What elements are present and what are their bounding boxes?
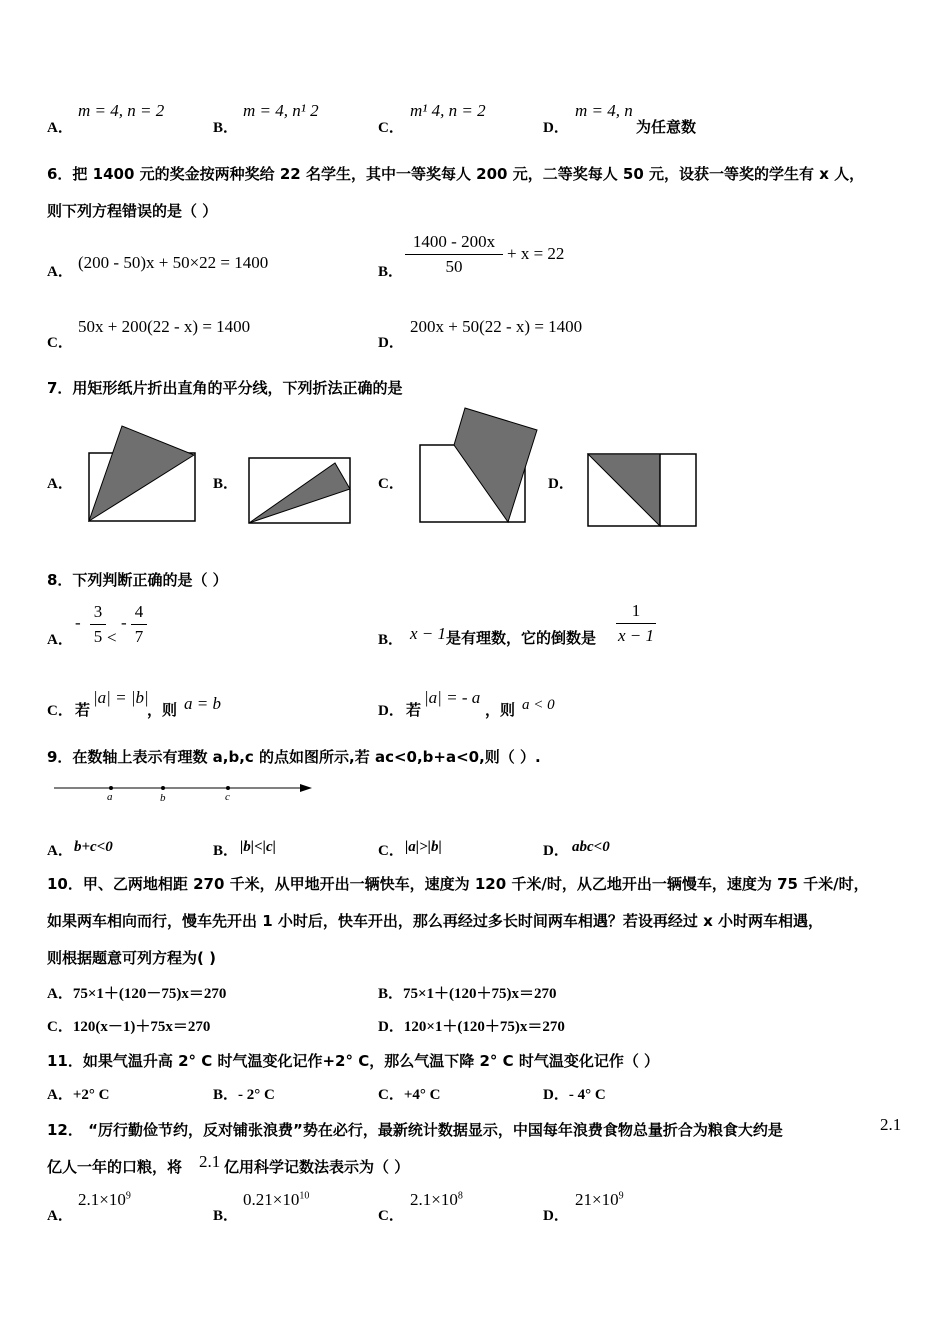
q12-option-b-label: B． bbox=[213, 1208, 239, 1224]
q12-option-a-exp: 9 bbox=[125, 1190, 131, 1202]
q9-point-b bbox=[161, 786, 165, 790]
q11-stem: 11．如果气温升高 2° C 时气温变化记作+2° C，那么气温下降 2° C 时气温变化记作（ ） bbox=[47, 1052, 660, 1070]
q8-option-a-minus1: - bbox=[75, 613, 81, 632]
q5-option-a-label: A． bbox=[47, 120, 73, 136]
q8-option-b-math: x − 1 bbox=[410, 624, 447, 643]
q8-option-d-label: D． bbox=[378, 703, 404, 719]
q11-option-d: D．- 4° C bbox=[543, 1087, 606, 1103]
q12-option-a-math bbox=[78, 1190, 131, 1210]
q10-stem-line2: 如果两车相向而行，慢车先开出 1 小时后，快车开出，那么再经过多长时间两车相遇？若设再经过 x 小时两车相遇， bbox=[47, 912, 824, 930]
q7-option-c-label: C． bbox=[378, 476, 404, 492]
q10-option-d: D．120×1＋(120＋75)x＝270 bbox=[378, 1019, 565, 1035]
q9-number-line bbox=[50, 778, 316, 806]
q12-option-d-exp: 9 bbox=[618, 1190, 624, 1202]
q8-option-c-ze: ，则 bbox=[147, 701, 178, 719]
q9-axis-label-b: b bbox=[160, 792, 166, 804]
q8-option-b-fraction bbox=[616, 601, 656, 646]
q10-option-c: C．120(x－1)＋75x＝270 bbox=[47, 1019, 211, 1035]
q8-option-a-fraction2 bbox=[131, 602, 147, 647]
q9-option-d-text: abc<0 bbox=[572, 839, 610, 855]
q8-option-a-fraction1 bbox=[90, 602, 106, 647]
q12-stem-math2: 2.1 bbox=[199, 1152, 221, 1171]
q7-figure-d bbox=[584, 450, 702, 530]
q6-option-c-label: C． bbox=[47, 335, 73, 351]
q12-option-a-label: A． bbox=[47, 1208, 73, 1224]
q8-option-c-ruo: 若 bbox=[75, 701, 91, 719]
q9-option-b-text: |b|<|c| bbox=[240, 839, 276, 855]
q8-option-a-lt: < bbox=[107, 628, 117, 647]
q6-option-d-math: 200x + 50(22 - x) = 1400 bbox=[410, 317, 583, 336]
q9-option-a-text: b+c<0 bbox=[74, 839, 113, 855]
q12-stem-line2-a: 亿人一年的口粮，将 bbox=[47, 1158, 183, 1176]
q6-option-b-denominator: 50 bbox=[445, 257, 463, 276]
q7-option-b-label: B． bbox=[213, 476, 239, 492]
q5-option-d-math: m = 4, n bbox=[575, 101, 633, 120]
q5-option-d-text: 为任意数 bbox=[636, 118, 697, 136]
q5-option-d-label: D． bbox=[543, 120, 569, 136]
q12-option-d-base: 21×10 bbox=[575, 1190, 619, 1209]
q12-option-b-base: 0.21×10 bbox=[243, 1190, 300, 1209]
q10-stem-line1: 10．甲、乙两地相距 270 千米，从甲地开出一辆快车，速度为 120 千米/时，从乙地开出一辆慢车，速度为 75 千米/时， bbox=[47, 875, 869, 893]
q11-option-c: C．+4° C bbox=[378, 1087, 441, 1103]
q12-option-c-math bbox=[410, 1190, 463, 1210]
q9-point-a bbox=[109, 786, 113, 790]
q9-option-c-label: C． bbox=[378, 843, 404, 859]
q8-option-d-ruo: 若 bbox=[406, 701, 422, 719]
q6-stem-line1: 6．把 1400 元的奖金按两种奖给 22 名学生，其中一等奖每人 200 元，二等奖每人 50 元，设获一等奖的学生有 x 人， bbox=[47, 165, 865, 183]
q8-option-a-den2: 7 bbox=[134, 627, 144, 646]
q8-option-b-denominator: x − 1 bbox=[617, 626, 655, 645]
q10-option-a: A．75×1＋(120－75)x＝270 bbox=[47, 986, 227, 1002]
q9-axis-label-a: a bbox=[107, 791, 113, 803]
q8-stem: 8．下列判断正确的是（ ） bbox=[47, 571, 228, 589]
q12-option-c-base: 2.1×10 bbox=[410, 1190, 458, 1209]
q12-option-b-exp: 10 bbox=[299, 1190, 310, 1202]
q5-option-b-label: B． bbox=[213, 120, 239, 136]
q10-option-b: B．75×1＋(120＋75)x＝270 bbox=[378, 986, 557, 1002]
q11-option-b: B．- 2° C bbox=[213, 1087, 275, 1103]
q8-option-a-minus2: - bbox=[121, 613, 127, 632]
q8-option-a-num2: 4 bbox=[134, 602, 144, 621]
q8-option-c-math2: a = b bbox=[184, 694, 221, 713]
q12-option-a-base: 2.1×10 bbox=[78, 1190, 126, 1209]
q9-axis-label-c: c bbox=[225, 791, 230, 803]
q10-stem-line3: 则根据题意可列方程为( ) bbox=[47, 949, 216, 967]
q8-option-c-math: |a| = |b| bbox=[93, 688, 149, 707]
q9-option-b-label: B． bbox=[213, 843, 239, 859]
q6-option-c-math: 50x + 200(22 - x) = 1400 bbox=[78, 317, 251, 336]
q8-option-a-num1: 3 bbox=[93, 602, 103, 621]
q6-option-b-fraction bbox=[405, 232, 503, 277]
q12-stem-line1: 12． “厉行勤俭节约，反对铺张浪费”势在必行，最新统计数据显示，中国每年浪费食物总量折合为粮食大约是 bbox=[47, 1121, 783, 1139]
q8-option-b-numerator: 1 bbox=[631, 601, 641, 620]
q9-point-c bbox=[226, 786, 230, 790]
q6-option-b-label: B． bbox=[378, 264, 404, 280]
q12-option-d-math bbox=[575, 1190, 624, 1210]
q12-stem-math1: 2.1 bbox=[880, 1115, 902, 1134]
q8-option-d-math: |a| = - a bbox=[424, 688, 481, 707]
q6-option-a-math: (200 - 50)x + 50×22 = 1400 bbox=[78, 253, 269, 272]
q12-option-c-exp: 8 bbox=[457, 1190, 463, 1202]
q6-option-a-label: A． bbox=[47, 264, 73, 280]
q8-option-a-label: A． bbox=[47, 632, 73, 648]
q12-option-c-label: C． bbox=[378, 1208, 404, 1224]
q8-option-d-ze: ，则 bbox=[485, 701, 516, 719]
q12-option-d-label: D． bbox=[543, 1208, 569, 1224]
q8-option-d-math2: a < 0 bbox=[522, 697, 555, 713]
q6-option-b-tail: + x = 22 bbox=[507, 244, 565, 263]
q6-option-d-label: D． bbox=[378, 335, 404, 351]
q7-figure-c bbox=[417, 406, 543, 526]
q6-stem-line2: 则下列方程错误的是（ ） bbox=[47, 202, 218, 220]
q5-option-c-label: C． bbox=[378, 120, 404, 136]
q6-option-b-numerator: 1400 - 200x bbox=[412, 232, 496, 251]
q7-option-d-label: D． bbox=[548, 476, 574, 492]
q7-option-a-label: A． bbox=[47, 476, 73, 492]
q7-figure-b bbox=[246, 455, 354, 527]
q5-option-b-math: m = 4, n¹ 2 bbox=[243, 101, 319, 120]
q11-option-a: A．+2° C bbox=[47, 1087, 110, 1103]
q7-stem: 7．用矩形纸片折出直角的平分线，下列折法正确的是 bbox=[47, 379, 403, 397]
q8-option-b-text: 是有理数，它的倒数是 bbox=[446, 629, 597, 647]
q9-stem: 9．在数轴上表示有理数 a,b,c 的点如图所示,若 ac<0,b+a<0,则（ ）. bbox=[47, 748, 541, 766]
q5-option-a-math: m = 4, n = 2 bbox=[78, 101, 165, 120]
q12-stem-line2-b: 亿用科学记数法表示为（ ） bbox=[224, 1158, 410, 1176]
q9-option-a-label: A． bbox=[47, 843, 73, 859]
q5-option-c-math: m¹ 4, n = 2 bbox=[410, 101, 486, 120]
q7-figure-a bbox=[86, 424, 198, 528]
q8-option-c-label: C． bbox=[47, 703, 73, 719]
q9-option-c-text: |a|>|b| bbox=[405, 839, 442, 855]
q8-option-b-label: B． bbox=[378, 632, 404, 648]
q8-option-a-den1: 5 bbox=[93, 627, 103, 646]
q12-option-b-math bbox=[243, 1190, 309, 1210]
q9-option-d-label: D． bbox=[543, 843, 569, 859]
